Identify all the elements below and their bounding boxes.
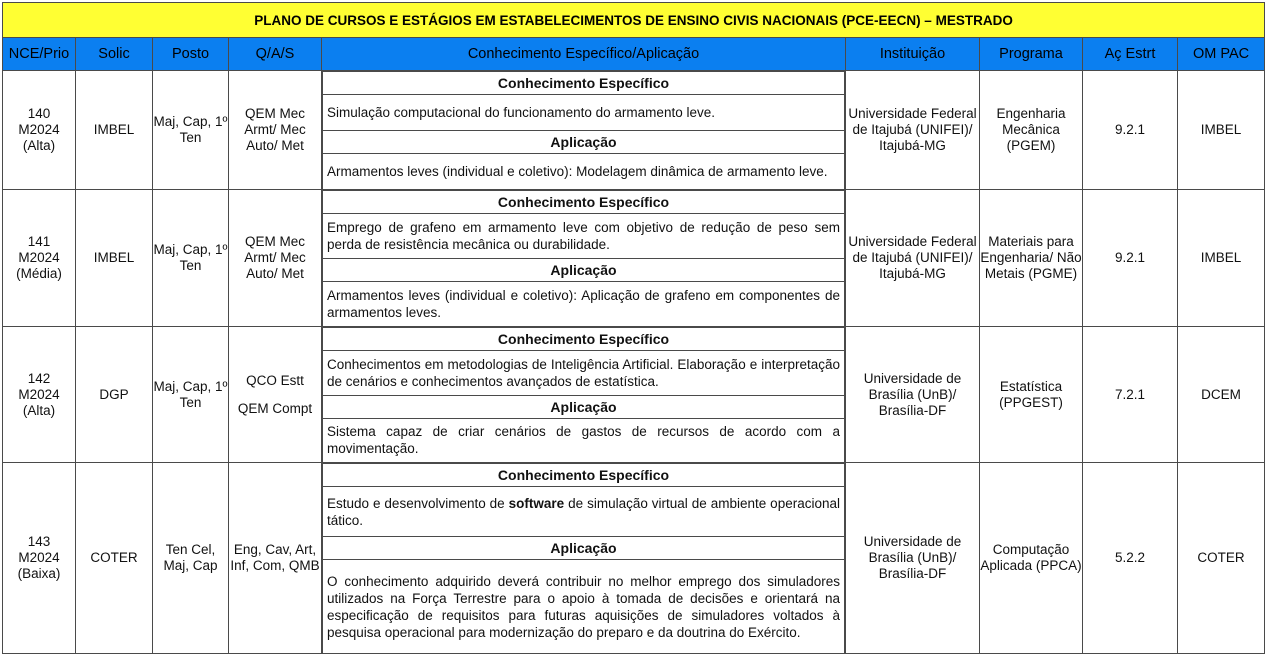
aplicacao-text: Armamentos leves (individual e coletivo): Modelagem dinâmica de armamento leve. [323, 154, 845, 189]
qas-cell: QEM Mec Armt/ Mec Auto/ Met [229, 190, 322, 327]
table-row [3, 190, 1265, 327]
nce-year: M2024 [18, 122, 60, 137]
solic-cell: IMBEL [76, 71, 153, 190]
header-solic: Solic [76, 38, 153, 71]
conhecimento-text [323, 487, 845, 537]
courses-table [2, 2, 1265, 654]
programa-cell: Computação Aplicada (PPCA) [980, 463, 1083, 654]
nce-year: M2024 [18, 250, 60, 265]
section-label-conhecimento: Conhecimento Específico [323, 328, 845, 351]
aplicacao-text: O conhecimento adquirido deverá contribuir no melhor emprego dos simuladores utilizados na Força Terrestre para o apoio à tomada de decisões e orientará na especificação de requisitos para futuras aquisições de simuladores voltados à pesquisa operacional para modernização do preparo e da doutrina do Exército. [323, 560, 845, 653]
section-label-conhecimento: Conhecimento Específico [323, 191, 845, 214]
nce-number: 140 [27, 106, 51, 121]
ac-estrt-cell: 7.2.1 [1083, 327, 1178, 463]
header-conhecimento: Conhecimento Específico/Aplicação [322, 38, 846, 71]
om-pac-cell: IMBEL [1178, 71, 1265, 190]
conhecimento-text-end: de simulação virtual de ambiente operacional tático. [327, 495, 840, 528]
programa-cell: Estatística (PPGEST) [980, 327, 1083, 463]
qas-line-1: QCO Estt [246, 372, 304, 388]
aplicacao-text: Sistema capaz de criar cenários de gastos de recursos de acordo com a movimentação. [323, 418, 845, 462]
programa-cell: Engenharia Mecânica (PGEM) [980, 71, 1083, 190]
nce-priority: (Alta) [22, 138, 56, 153]
conhecimento-text: Emprego de grafeno em armamento leve com objetivo de redução de peso sem perda de resistência mecânica ou durabilidade. [323, 214, 845, 259]
conhecimento-text: Simulação computacional do funcionamento do armamento leve. [323, 95, 845, 131]
nce-year: M2024 [18, 386, 60, 402]
section-label-aplicacao: Aplicação [323, 537, 845, 560]
section-label-aplicacao: Aplicação [323, 259, 845, 282]
section-label-conhecimento: Conhecimento Específico [323, 72, 845, 95]
qas-cell: Eng, Cav, Art, Inf, Com, QMB [229, 463, 322, 654]
programa-cell: Materiais para Engenharia/ Não Metais (PGME) [980, 190, 1083, 327]
qas-line-2: QEM Compt [237, 400, 313, 416]
ac-estrt-cell: 5.2.2 [1083, 463, 1178, 654]
nce-number: 143 [27, 534, 51, 549]
ac-estrt-cell: 9.2.1 [1083, 190, 1178, 327]
posto-cell: Ten Cel, Maj, Cap [153, 463, 229, 654]
knowledge-cell [322, 327, 846, 463]
qas-cell: QEM Mec Armt/ Mec Auto/ Met [229, 71, 322, 190]
table-row [3, 327, 1265, 463]
nce-number: 142 [27, 370, 51, 386]
om-pac-cell: IMBEL [1178, 190, 1265, 327]
header-programa: Programa [980, 38, 1083, 71]
instituicao-cell: Universidade de Brasília (UnB)/ Brasília-DF [846, 327, 980, 463]
table-row [3, 71, 1265, 190]
nce-number: 141 [27, 234, 51, 249]
header-om-pac: OM PAC [1178, 38, 1265, 71]
knowledge-cell [322, 190, 846, 327]
conhecimento-text-bold: software [508, 495, 565, 511]
header-nce: NCE/Prio [3, 38, 76, 71]
conhecimento-text-start: Estudo e desenvolvimento de [327, 495, 509, 511]
header-instituicao: Instituição [846, 38, 980, 71]
header-qas: Q/A/S [229, 38, 322, 71]
knowledge-cell [322, 463, 846, 654]
section-label-aplicacao: Aplicação [323, 395, 845, 418]
solic-cell: DGP [76, 327, 153, 463]
header-ac-estrt: Aç Estrt [1083, 38, 1178, 71]
nce-priority: (Média) [16, 266, 62, 281]
qas-cell [229, 327, 322, 463]
header-posto: Posto [153, 38, 229, 71]
nce-cell [3, 71, 76, 190]
section-label-aplicacao: Aplicação [323, 131, 845, 154]
solic-cell: COTER [76, 463, 153, 654]
instituicao-cell: Universidade Federal de Itajubá (UNIFEI)/ Itajubá-MG [846, 71, 980, 190]
solic-cell: IMBEL [76, 190, 153, 327]
section-label-conhecimento: Conhecimento Específico [323, 464, 845, 487]
instituicao-cell: Universidade Federal de Itajubá (UNIFEI)/ Itajubá-MG [846, 190, 980, 327]
nce-cell [3, 463, 76, 654]
om-pac-cell: COTER [1178, 463, 1265, 654]
posto-cell: Maj, Cap, 1º Ten [153, 190, 229, 327]
table-row [3, 463, 1265, 654]
posto-cell: Maj, Cap, 1º Ten [153, 327, 229, 463]
header-row [3, 38, 1265, 71]
nce-cell [3, 190, 76, 327]
nce-priority: (Baixa) [17, 566, 61, 581]
aplicacao-text: Armamentos leves (individual e coletivo): Aplicação de grafeno em componentes de armamentos leves. [323, 282, 845, 326]
nce-priority: (Alta) [22, 402, 56, 418]
om-pac-cell: DCEM [1178, 327, 1265, 463]
table-title: PLANO DE CURSOS E ESTÁGIOS EM ESTABELECIMENTOS DE ENSINO CIVIS NACIONAIS (PCE-EECN) – MESTRADO [3, 3, 1265, 38]
nce-year: M2024 [18, 550, 60, 565]
ac-estrt-cell: 9.2.1 [1083, 71, 1178, 190]
instituicao-cell: Universidade de Brasília (UnB)/ Brasília-DF [846, 463, 980, 654]
conhecimento-text: Conhecimentos em metodologias de Inteligência Artificial. Elaboração e interpretação de cenários e conhecimentos avançados de estatística. [323, 351, 845, 396]
knowledge-cell [322, 71, 846, 190]
posto-cell: Maj, Cap, 1º Ten [153, 71, 229, 190]
nce-cell [3, 327, 76, 463]
